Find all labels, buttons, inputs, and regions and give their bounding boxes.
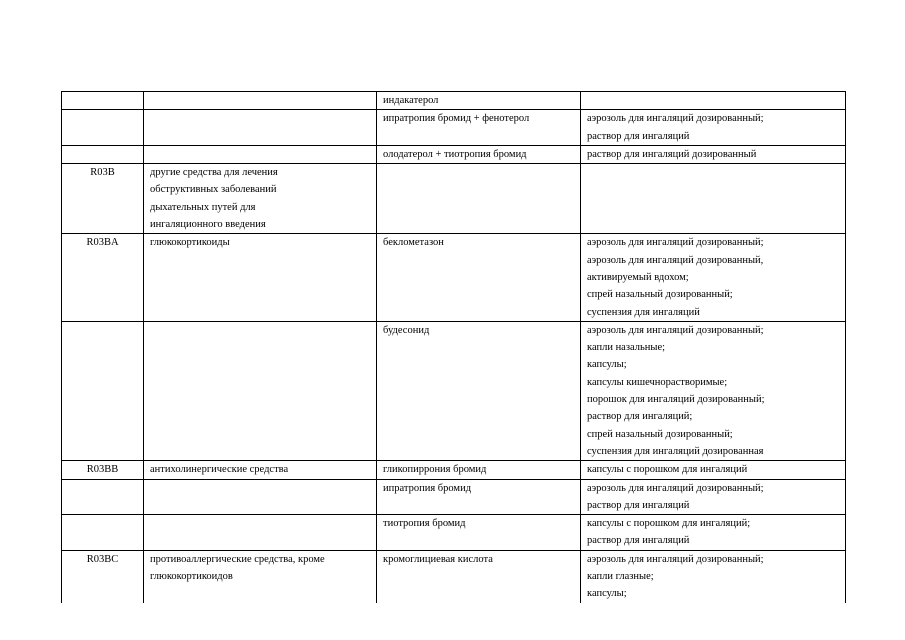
group-name-cell xyxy=(144,321,377,460)
table-row xyxy=(62,164,846,234)
drug-name: индакатерол xyxy=(383,95,439,106)
atc-code: R03BA xyxy=(86,237,119,249)
dosage-form: аэрозоль для ингаляций дозированный; xyxy=(587,324,764,336)
dosage-form: капсулы; xyxy=(587,359,627,371)
drug-name-cell xyxy=(377,164,581,234)
drug-name: тиотропия бромид xyxy=(383,518,466,530)
group-name-cell xyxy=(144,164,377,234)
atc-code: R03BC xyxy=(86,553,119,565)
dosage-form: аэрозоль для ингаляций дозированный; xyxy=(587,482,764,494)
group-name-line: антихолинергические средства xyxy=(150,464,289,476)
group-name-cell xyxy=(144,110,377,146)
dosage-form: капсулы с порошком для ингаляций xyxy=(587,464,748,476)
atc-code-cell xyxy=(62,515,144,551)
table-row xyxy=(62,234,846,321)
dosage-form: порошок для ингаляций дозированный; xyxy=(587,394,765,406)
drug-name: гликопиррония бромид xyxy=(383,464,487,476)
group-name-cell xyxy=(144,550,377,602)
dosage-form: раствор для ингаляций дозированный xyxy=(587,148,757,160)
dosage-form: раствор для ингаляций xyxy=(587,499,690,511)
drug-name-cell xyxy=(377,515,581,551)
dosage-form: капсулы кишечнорастворимые; xyxy=(587,376,728,388)
atc-code-cell xyxy=(62,145,144,163)
dosage-forms-cell xyxy=(581,515,846,551)
dosage-form: суспензия для ингаляций xyxy=(587,306,700,318)
drug-table xyxy=(61,91,846,603)
atc-code-cell xyxy=(62,479,144,515)
dosage-form: активируемый вдохом; xyxy=(587,271,689,283)
drug-name: ипратропия бромид xyxy=(383,482,472,494)
drug-name-cell xyxy=(377,461,581,479)
group-name-cell xyxy=(144,145,377,163)
dosage-forms-cell xyxy=(581,321,846,460)
dosage-form: капли глазные; xyxy=(587,571,654,583)
dosage-form: капсулы; xyxy=(587,588,627,600)
drug-name-cell xyxy=(377,145,581,163)
drug-name: беклометазон xyxy=(383,237,444,249)
atc-code-cell xyxy=(62,321,144,460)
drug-name: олодатерол + тиотропия бромид xyxy=(383,148,527,160)
table-row xyxy=(62,515,846,551)
group-name-line: обструктивных заболеваний xyxy=(150,184,277,196)
drug-name: ипратропия бромид + фенотерол xyxy=(383,113,530,125)
dosage-form: спрей назальный дозированный; xyxy=(587,428,733,440)
group-name-cell xyxy=(144,234,377,321)
group-name-cell xyxy=(144,515,377,551)
group-name-line: глюкокортикоидов xyxy=(150,571,233,583)
drug-name-cell xyxy=(377,110,581,146)
drug-name: будесонид xyxy=(383,324,430,336)
table-row xyxy=(62,145,846,163)
group-name-cell xyxy=(144,461,377,479)
group-name-line: ингаляционного введения xyxy=(150,219,266,231)
dosage-form: спрей назальный дозированный; xyxy=(587,289,733,301)
dosage-form: аэрозоль для ингаляций дозированный; xyxy=(587,553,764,565)
drug-name: кромоглициевая кислота xyxy=(383,553,493,565)
group-name-line: глюкокортикоиды xyxy=(150,237,230,249)
group-name-cell xyxy=(144,479,377,515)
table-row xyxy=(62,550,846,602)
dosage-forms-cell xyxy=(581,92,846,110)
dosage-form: аэрозоль для ингаляций дозированный; xyxy=(587,113,764,125)
dosage-form: суспензия для ингаляций дозированная xyxy=(587,445,764,457)
atc-code-cell xyxy=(62,110,144,146)
dosage-form: раствор для ингаляций xyxy=(587,130,690,142)
dosage-form: капсулы с порошком для ингаляций; xyxy=(587,518,751,530)
drug-name-cell xyxy=(377,550,581,602)
dosage-forms-cell xyxy=(581,550,846,602)
group-name-line: противоаллергические средства, кроме xyxy=(150,553,325,565)
drug-name-cell xyxy=(377,479,581,515)
atc-code-cell xyxy=(62,164,144,234)
atc-code-cell xyxy=(62,92,144,110)
dosage-forms-cell xyxy=(581,461,846,479)
group-name-cell xyxy=(144,92,377,110)
atc-code: R03BB xyxy=(86,464,119,476)
dosage-form: капли назальные; xyxy=(587,342,666,354)
atc-code-cell xyxy=(62,234,144,321)
table-row xyxy=(62,92,846,110)
dosage-form: раствор для ингаляций xyxy=(587,535,690,547)
group-name-line: дыхательных путей для xyxy=(150,201,256,213)
drug-name-cell xyxy=(377,234,581,321)
table-row xyxy=(62,321,846,460)
table-row xyxy=(62,479,846,515)
dosage-form: аэрозоль для ингаляций дозированный, xyxy=(587,254,764,266)
drug-name-cell xyxy=(377,321,581,460)
table-row xyxy=(62,461,846,479)
atc-code: R03B xyxy=(90,167,115,179)
dosage-forms-cell xyxy=(581,234,846,321)
group-name-line: другие средства для лечения xyxy=(150,167,278,179)
atc-code-cell xyxy=(62,550,144,602)
table-row xyxy=(62,110,846,146)
drug-name-cell xyxy=(377,92,581,110)
dosage-forms-cell xyxy=(581,164,846,234)
dosage-forms-cell xyxy=(581,479,846,515)
atc-code-cell xyxy=(62,461,144,479)
drug-table-body xyxy=(62,92,846,603)
dosage-forms-cell xyxy=(581,145,846,163)
dosage-form: раствор для ингаляций; xyxy=(587,411,693,423)
dosage-forms-cell xyxy=(581,110,846,146)
dosage-form: аэрозоль для ингаляций дозированный; xyxy=(587,237,764,249)
